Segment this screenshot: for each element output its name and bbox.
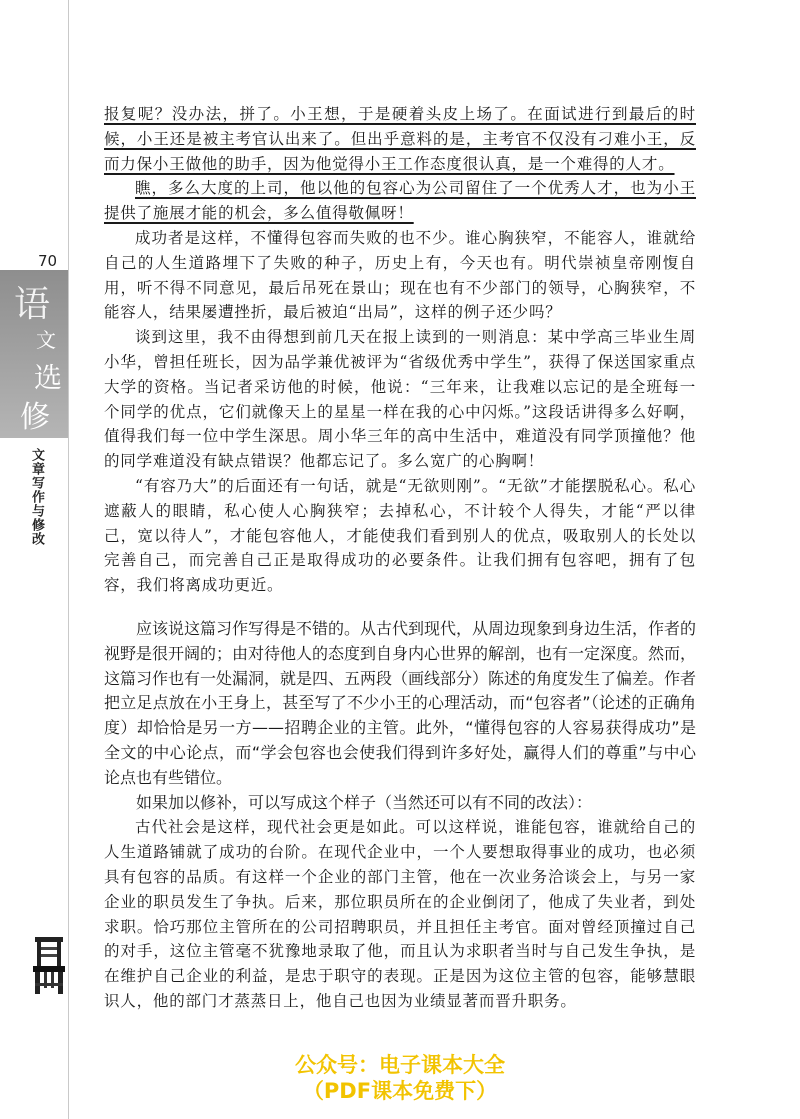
page-number: 70 [38,252,58,270]
essay-paragraph-3: 成功者是这样，不懂得包容而失败的也不少。谁心胸狭窄，不能容人，谁就给自己的人生道路埋下了失败的种子，历史上有，今天也有。明代崇祯皇帝刚愎自用，听不得不同意见，最后吊死在景山；现在也有不少部门的领导，心胸狭窄，不能容人，结果屡遭挫折，最后被迫“出局”，这样的例子还少吗？ [104,228,696,322]
essay-paragraph-underlined-2: 瞧，多么大度的上司，他以他的包容心为公司留住了一个优秀人才，也为小王提供了施展才能的机会，多么值得敬佩呀！ [104,179,696,223]
watermark-line-1: 公众号：电子课本大全 [295,1053,505,1077]
side-tab-char-2: 文 [36,328,56,352]
side-tab [0,270,68,438]
chair-icon [32,935,66,995]
side-tab-char-4: 修 [20,400,50,435]
commentary-paragraph-1: 应该说这篇习作写得是不错的。从古代到现代，从周边现象到身边生活，作者的视野是很开阔的；由对待他人的态度到自身内心世界的解剖，也有一定深度。然而，这篇习作也有一处漏洞，就是四、五两段（画线部分）陈述的角度发生了偏差。作者把立足点放在小王身上，甚至写了不少小王的心理活动，而“包容者”（论述的正确角度）却恰恰是另一方——招聘企业的主管。此外，“懂得包容的人容易获得成功”是全文的中心论点，而“学会包容也会使我们得到许多好处，赢得人们的尊重”与中心论点也有些错位。 [104,618,697,787]
essay-paragraph-4: 谈到这里，我不由得想到前几天在报上读到的一则消息：某中学高三毕业生周小华，曾担任班长，因为品学兼优被评为“省级优秀中学生”，获得了保送国家重点大学的资格。当记者采访他的时候，他说：“三年来，让我难以忘记的是全班每一个同学的优点，它们就像天上的星星一样在我的心中闪烁。”这段话讲得多么好啊，值得我们每一位中学生深思。周小华三年的高中生活中，难道没有同学顶撞他？他的同学难道没有缺点错误？他都忘记了。多么宽广的心胸啊！ [104,328,696,471]
section-gap [104,598,696,617]
page-content [104,102,696,1014]
page-margin-rule [68,0,69,1119]
revision-paragraph: 古代社会是这样，现代社会更是如此。可以这样说，谁能包容，谁就给自己的人生道路铺就了成功的台阶。在现代企业中，一个人要想取得事业的成功，也必须具有包容的品质。有这样一个企业的部门主管，他在一次业务洽谈会上，与另一家企业的职员发生了争执。后来，那位职员所在的企业倒闭了，他成了失业者，到处求职。恰巧那位主管所在的公司招聘职员，并且担任主考官。面对曾经顶撞过自己的对手，这位主管毫不犹豫地录取了他，而且认为求职者当时与自己发生争执，是在维护自己企业的利益，是忠于职守的表现。正是因为这位主管的包容，能够慧眼识人，他的部门才蒸蒸日上，他自己也因为业绩显著而晋升职务。 [104,818,696,1010]
side-tab-char-3: 选 [34,361,63,394]
essay-paragraph-underlined-1: 报复呢？没办法，拼了。小王想，于是硬着头皮上场了。在面试进行到最后的时候，小王还是被主考官认出来了。但出乎意料的是，主考官不仅没有刁难小王，反而力保小王做他的助手，因为他觉得小王工作态度很认真，是一个难得的人才。 [104,105,696,173]
side-tab-char-1: 语 [14,284,51,325]
watermark-line-2: （PDF课本免费下） [302,1079,498,1103]
essay-paragraph-5: “有容乃大”的后面还有一句话，就是“无欲则刚”。“无欲”才能摆脱私心。私心遮蔽人的眼睛，私心使人心胸狭窄；去掉私心，不计较个人得失，才能“严以律己，宽以待人”，才能包容他人，才能使我们看到别人的优点，吸取别人的长处以完善自己，而完善自己正是取得成功的必要条件。让我们拥有包容吧，拥有了包容，我们将离成功更近。 [104,476,696,595]
commentary-paragraph-2: 如果加以修补，可以写成这个样子（当然还可以有不同的改法）： [136,792,593,812]
side-section-title: 文章写作与修改 [29,448,44,546]
